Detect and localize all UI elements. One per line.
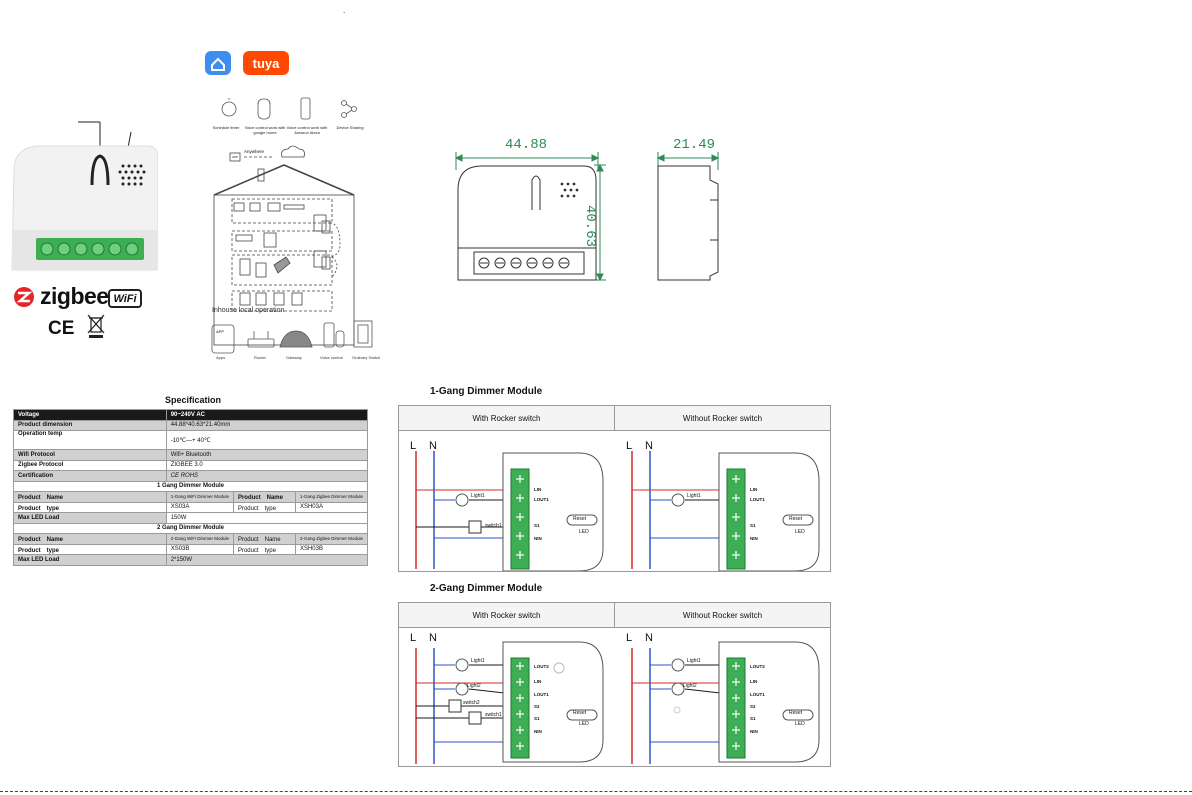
live-label: L: [410, 632, 417, 644]
spec-label: Voltage: [14, 410, 167, 421]
terminal-label: S2: [534, 704, 540, 709]
spec-value: 2*150W: [166, 555, 367, 566]
reset-label: Reset: [573, 516, 587, 522]
terminal-label: LOUT1: [534, 497, 549, 502]
terminal-label: S1: [534, 716, 540, 721]
led-label: LED: [579, 721, 589, 727]
wiring-header-without-switch: Without Rocker switch: [615, 603, 830, 628]
live-label: L: [410, 440, 417, 452]
terminal-label: S1: [750, 523, 756, 528]
zigbee-logo-icon: [13, 286, 35, 308]
spec-value: -10℃—+ 40℃: [166, 431, 367, 450]
spec-value: XS03B: [166, 544, 233, 555]
spec-value: XSH03A: [295, 502, 367, 513]
table-row: [14, 555, 368, 566]
table-row: [14, 471, 368, 482]
spec-label: Max LED Load: [14, 513, 167, 524]
spec-value: 2-Gang Zigbee Dimmer Module: [295, 534, 367, 545]
tuya-logo-text: tuya: [252, 55, 280, 71]
gateway-icon: [280, 331, 312, 347]
wifi-logo: WiFi: [108, 289, 142, 308]
terminal-label: NIN: [750, 729, 758, 734]
device-label: Apps: [216, 355, 226, 360]
spec-value: 90~240V AC: [166, 410, 367, 421]
light-label: Light1: [471, 658, 485, 664]
switch-label: switch1: [485, 523, 502, 529]
terminal-label: S2: [750, 704, 756, 709]
table-row: [14, 450, 368, 461]
spec-section-title: 2 Gang Dimmer Module: [14, 523, 368, 534]
weee-bin-icon: [86, 313, 106, 339]
led-label: LED: [795, 529, 805, 535]
spec-section-title: 1 Gang Dimmer Module: [14, 481, 368, 492]
device-label: Voice control: [320, 355, 343, 360]
neutral-label: N: [645, 632, 653, 644]
wiring-panel-1gang: [398, 405, 831, 572]
spec-value: Wifi+ Bluetooth: [166, 450, 367, 461]
light-label: Light2: [683, 683, 697, 689]
table-row: [14, 481, 368, 492]
light-label: Light1: [687, 493, 701, 499]
spec-title: Specification: [165, 395, 222, 405]
inhouse-title: Inhouse local operation: [212, 307, 285, 314]
table-row: [14, 513, 368, 524]
terminal-label: LOUT1: [750, 497, 765, 502]
spec-label: Max LED Load: [14, 555, 167, 566]
app-label: APP: [232, 155, 239, 159]
table-row: [14, 502, 368, 513]
header-dot: .: [343, 6, 346, 15]
spec-label: Product type: [14, 544, 167, 555]
reset-label: Reset: [789, 516, 803, 522]
spec-value: ZIGBEE 3.0: [166, 460, 367, 471]
terminal-label: LIN: [534, 487, 542, 492]
terminal-label: LOUT2: [534, 664, 549, 669]
neutral-label: N: [645, 440, 653, 452]
wiring-title-2gang: 2-Gang Dimmer Module: [430, 583, 543, 594]
table-row: [14, 534, 368, 545]
speaker-icon: [324, 323, 334, 347]
terminal-label: LOUT1: [534, 692, 549, 697]
table-row: [14, 431, 368, 450]
table-row: [14, 420, 368, 431]
spec-value: 44.88*40.63*21.40mm: [166, 420, 367, 431]
light-label: Light1: [471, 493, 485, 499]
terminal-label: LIN: [750, 679, 758, 684]
table-row: [14, 492, 368, 503]
wiring-panel-2gang: [398, 602, 831, 767]
feature-label: Device Sharing: [336, 125, 364, 130]
apps-screen-label: APP: [216, 329, 225, 334]
wiring-header-with-switch: With Rocker switch: [399, 603, 615, 628]
table-row: [14, 523, 368, 534]
terminal-label: LOUT1: [750, 692, 765, 697]
spec-label: Product Name: [233, 492, 295, 503]
spec-label: Product type: [233, 544, 295, 555]
dimension-depth: 21.49: [673, 137, 716, 153]
spec-value: 1-Gang WiFi Dimmer Module: [166, 492, 233, 503]
dimension-width: 44.88: [505, 137, 548, 153]
light-label: Light1: [687, 658, 701, 664]
terminal-label: NIN: [750, 536, 758, 541]
spec-label: Wifi Protocol: [14, 450, 167, 461]
live-label: L: [626, 632, 633, 644]
neutral-label: N: [429, 632, 437, 644]
led-label: LED: [795, 721, 805, 727]
spec-label: Certification: [14, 471, 167, 482]
device-label: Router: [254, 355, 267, 360]
anywhere-label: Anywhere: [244, 149, 265, 154]
smart-life-app-icon: [205, 51, 231, 75]
wiring-header-with-switch: With Rocker switch: [399, 406, 615, 431]
spec-value: 2-Gang WiFi Dimmer Module: [166, 534, 233, 545]
google-home-icon: [258, 99, 270, 119]
tuya-app-icon: [243, 51, 289, 75]
terminal-label: LIN: [534, 679, 542, 684]
wiring-header-without-switch: Without Rocker switch: [615, 406, 830, 431]
terminal-label: NIN: [534, 729, 542, 734]
led-label: LED: [579, 529, 589, 535]
spec-label: Product Name: [14, 492, 167, 503]
terminal-label: S1: [534, 523, 540, 528]
dimension-height: 40.63: [582, 205, 598, 248]
terminal-label: S1: [750, 716, 756, 721]
table-row: [14, 410, 368, 421]
spec-label: Product Name: [233, 534, 295, 545]
feature-label: Voice control work with google home: [244, 125, 286, 135]
spec-value: CE ROHS: [166, 471, 367, 482]
amazon-echo-icon: [301, 98, 310, 119]
product-photo: [8, 110, 158, 280]
terminal-label: LIN: [750, 487, 758, 492]
device-label: Ordinary Switch: [352, 355, 381, 360]
spec-label: Product dimension: [14, 420, 167, 431]
spec-label: Zigbee Protocol: [14, 460, 167, 471]
spec-table: [13, 409, 368, 566]
feature-panel: [204, 95, 400, 360]
spec-value: XSH03B: [295, 544, 367, 555]
neutral-label: N: [429, 440, 437, 452]
switch-label: switch1: [485, 712, 502, 718]
spec-label: Product Name: [14, 534, 167, 545]
spec-value: XS03A: [166, 502, 233, 513]
switch-label: switch2: [463, 700, 480, 706]
table-row: [14, 544, 368, 555]
reset-label: Reset: [573, 710, 587, 716]
device-label: Gateway: [286, 355, 302, 360]
terminal-label: LOUT2: [750, 664, 765, 669]
light-label: Light2: [467, 683, 481, 689]
bottom-rule: [0, 791, 1192, 792]
spec-label: Operation temp: [14, 431, 167, 450]
table-row: [14, 460, 368, 471]
spec-value: 1-Gang Zigbee Dimmer Module: [295, 492, 367, 503]
zigbee-logo-text: zigbee: [40, 283, 109, 309]
terminal-label: NIN: [534, 536, 542, 541]
feature-label: Schedule timer: [212, 125, 240, 130]
spec-value: 150W: [166, 513, 367, 524]
router-icon: [248, 339, 274, 347]
reset-label: Reset: [789, 710, 803, 716]
dimension-drawing: [448, 140, 748, 290]
ce-mark: CE: [48, 318, 75, 339]
wiring-title-1gang: 1-Gang Dimmer Module: [430, 386, 543, 397]
spec-label: Product type: [233, 502, 295, 513]
live-label: L: [626, 440, 633, 452]
stopwatch-icon: [222, 102, 236, 116]
feature-label: Voice control work with Amazon Alexa: [286, 125, 328, 135]
spec-label: Product type: [14, 502, 167, 513]
